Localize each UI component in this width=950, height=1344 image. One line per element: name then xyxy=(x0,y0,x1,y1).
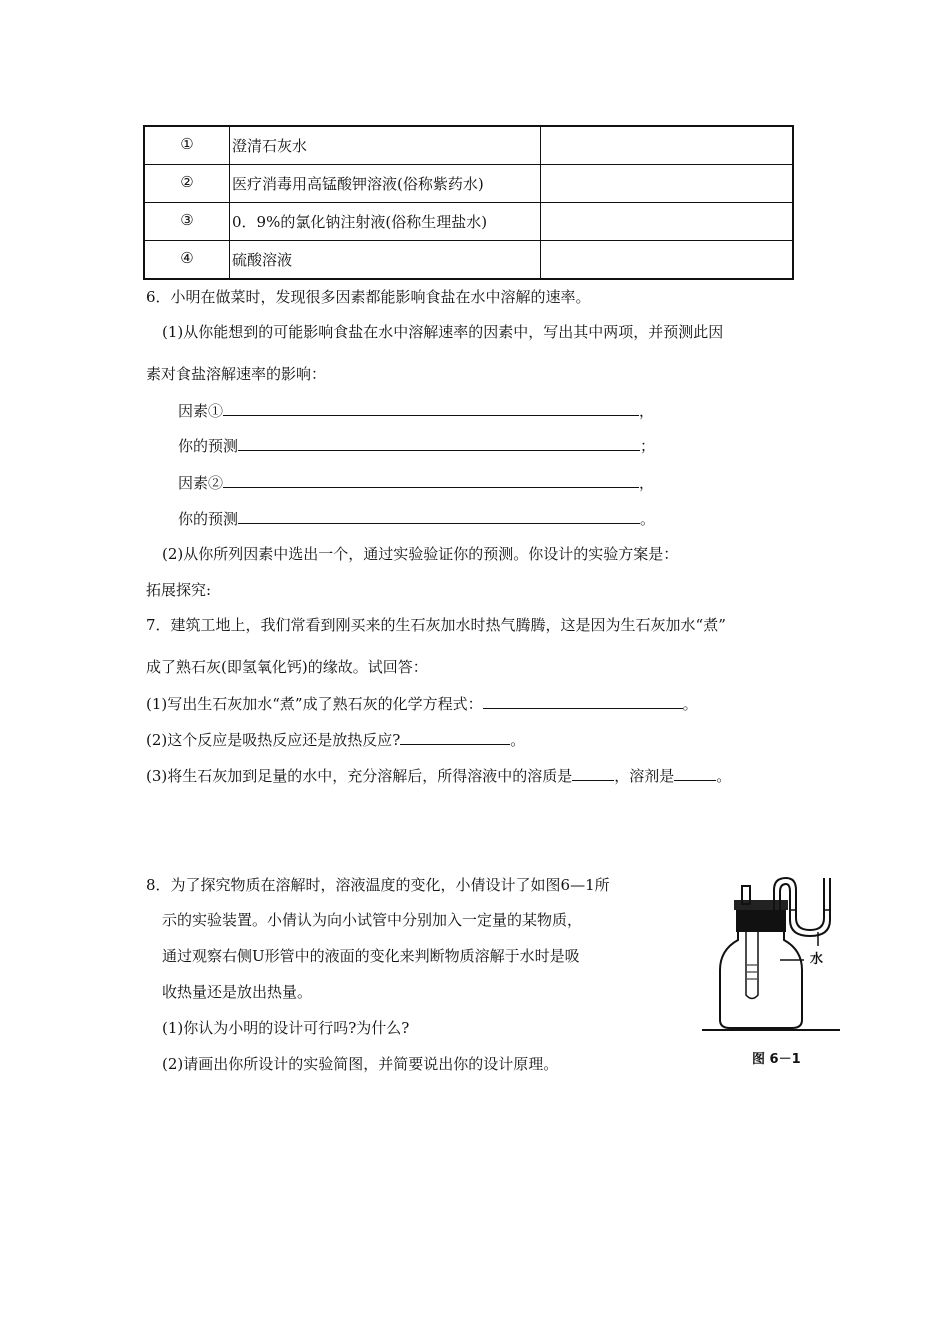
section-title: 拓展探究: xyxy=(146,581,212,599)
factor1-label: 因素① xyxy=(178,402,224,420)
answer-cell[interactable] xyxy=(541,241,794,280)
q6-part1-line2: 素对食盐溶解速率的影响： xyxy=(146,365,327,383)
q8-line4: 收热量还是放出热量。 xyxy=(162,983,313,1001)
water-label: 水 xyxy=(810,952,824,967)
predict2-blank[interactable] xyxy=(238,508,640,524)
row-number: ④ xyxy=(144,241,230,280)
solution-name: 澄清石灰水 xyxy=(230,126,541,165)
q6-part2: (2)从你所列因素中选出一个，通过实验验证你的预测。你设计的实验方案是： xyxy=(162,545,679,563)
table-row xyxy=(144,241,793,280)
answer-cell[interactable] xyxy=(541,165,794,203)
row-number: ② xyxy=(144,165,230,203)
q8-part2: (2)请画出你所设计的实验简图，并简要说出你的设计原理。 xyxy=(162,1055,559,1073)
q7-part1 xyxy=(146,693,698,714)
table-row xyxy=(144,165,793,203)
solute-blank[interactable] xyxy=(572,765,614,781)
q7-p3a-text: (3)将生石灰加到足量的水中，充分溶解后，所得溶液中的溶质是 xyxy=(146,767,573,785)
predict1-blank[interactable] xyxy=(238,435,640,451)
predict1-end: ； xyxy=(640,437,656,455)
factor1-end: ， xyxy=(639,402,655,420)
solution-table xyxy=(143,125,794,280)
q6-predict2-row xyxy=(178,508,655,529)
q8-line3: 通过观察右侧U形管中的液面的变化来判断物质溶解于水时是吸 xyxy=(162,947,580,965)
predict1-label: 你的预测 xyxy=(178,437,239,455)
solution-name: 医疗消毒用高锰酸钾溶液(俗称紫药水) xyxy=(230,165,541,203)
q7-p1-end: 。 xyxy=(682,695,698,713)
q6-factor1-row xyxy=(178,400,654,421)
solvent-blank[interactable] xyxy=(674,765,716,781)
factor2-blank[interactable] xyxy=(223,472,639,488)
q6-part1-line1: (1)从你能想到的可能影响食盐在水中溶解速率的因素中，写出其中两项，并预测此因 xyxy=(162,323,724,341)
q7-p3-end: 。 xyxy=(716,767,732,785)
factor2-label: 因素② xyxy=(178,474,224,492)
q6-stem: 6．小明在做菜时，发现很多因素都能影响食盐在水中溶解的速率。 xyxy=(146,288,591,306)
q7-part2 xyxy=(146,729,525,750)
solution-name: 0．9%的氯化钠注射液(俗称生理盐水) xyxy=(230,203,541,241)
q6-factor2-row xyxy=(178,472,654,493)
q7-part3 xyxy=(146,765,731,786)
table-row xyxy=(144,126,793,165)
factor1-blank[interactable] xyxy=(223,400,639,416)
answer-cell[interactable] xyxy=(541,126,794,165)
q7-line1: 7．建筑工地上，我们常看到刚买来的生石灰加水时热气腾腾，这是因为生石灰加水“煮” xyxy=(146,616,726,634)
predict2-end: 。 xyxy=(640,510,656,528)
q7-p1-text: (1)写出生石灰加水“煮”成了熟石灰的化学方程式： xyxy=(146,695,483,713)
answer-cell[interactable] xyxy=(541,203,794,241)
q7-p2-end: 。 xyxy=(510,731,526,749)
q8-line1: 8．为了探究物质在溶解时，溶液温度的变化，小倩设计了如图6—1所 xyxy=(146,876,610,894)
row-number: ① xyxy=(144,126,230,165)
q8-line2: 示的实验装置。小倩认为向小试管中分别加入一定量的某物质， xyxy=(162,911,583,929)
table-row xyxy=(144,203,793,241)
row-number: ③ xyxy=(144,203,230,241)
equation-blank[interactable] xyxy=(483,693,683,709)
reaction-type-blank[interactable] xyxy=(400,729,510,745)
figure-caption: 图 6－1 xyxy=(752,1052,801,1067)
solution-name: 硫酸溶液 xyxy=(230,241,541,280)
factor2-end: ， xyxy=(639,474,655,492)
q7-p2-text: (2)这个反应是吸热反应还是放热反应? xyxy=(146,731,401,749)
predict2-label: 你的预测 xyxy=(178,510,239,528)
q7-line2: 成了熟石灰(即氢氧化钙)的缘故。试回答： xyxy=(146,658,428,676)
q8-part1: (1)你认为小明的设计可行吗?为什么? xyxy=(162,1019,410,1037)
q7-p3b-text: ，溶剂是 xyxy=(614,767,675,785)
apparatus-diagram xyxy=(700,870,850,1080)
q6-predict1-row xyxy=(178,435,655,456)
apparatus-figure xyxy=(700,870,850,1080)
